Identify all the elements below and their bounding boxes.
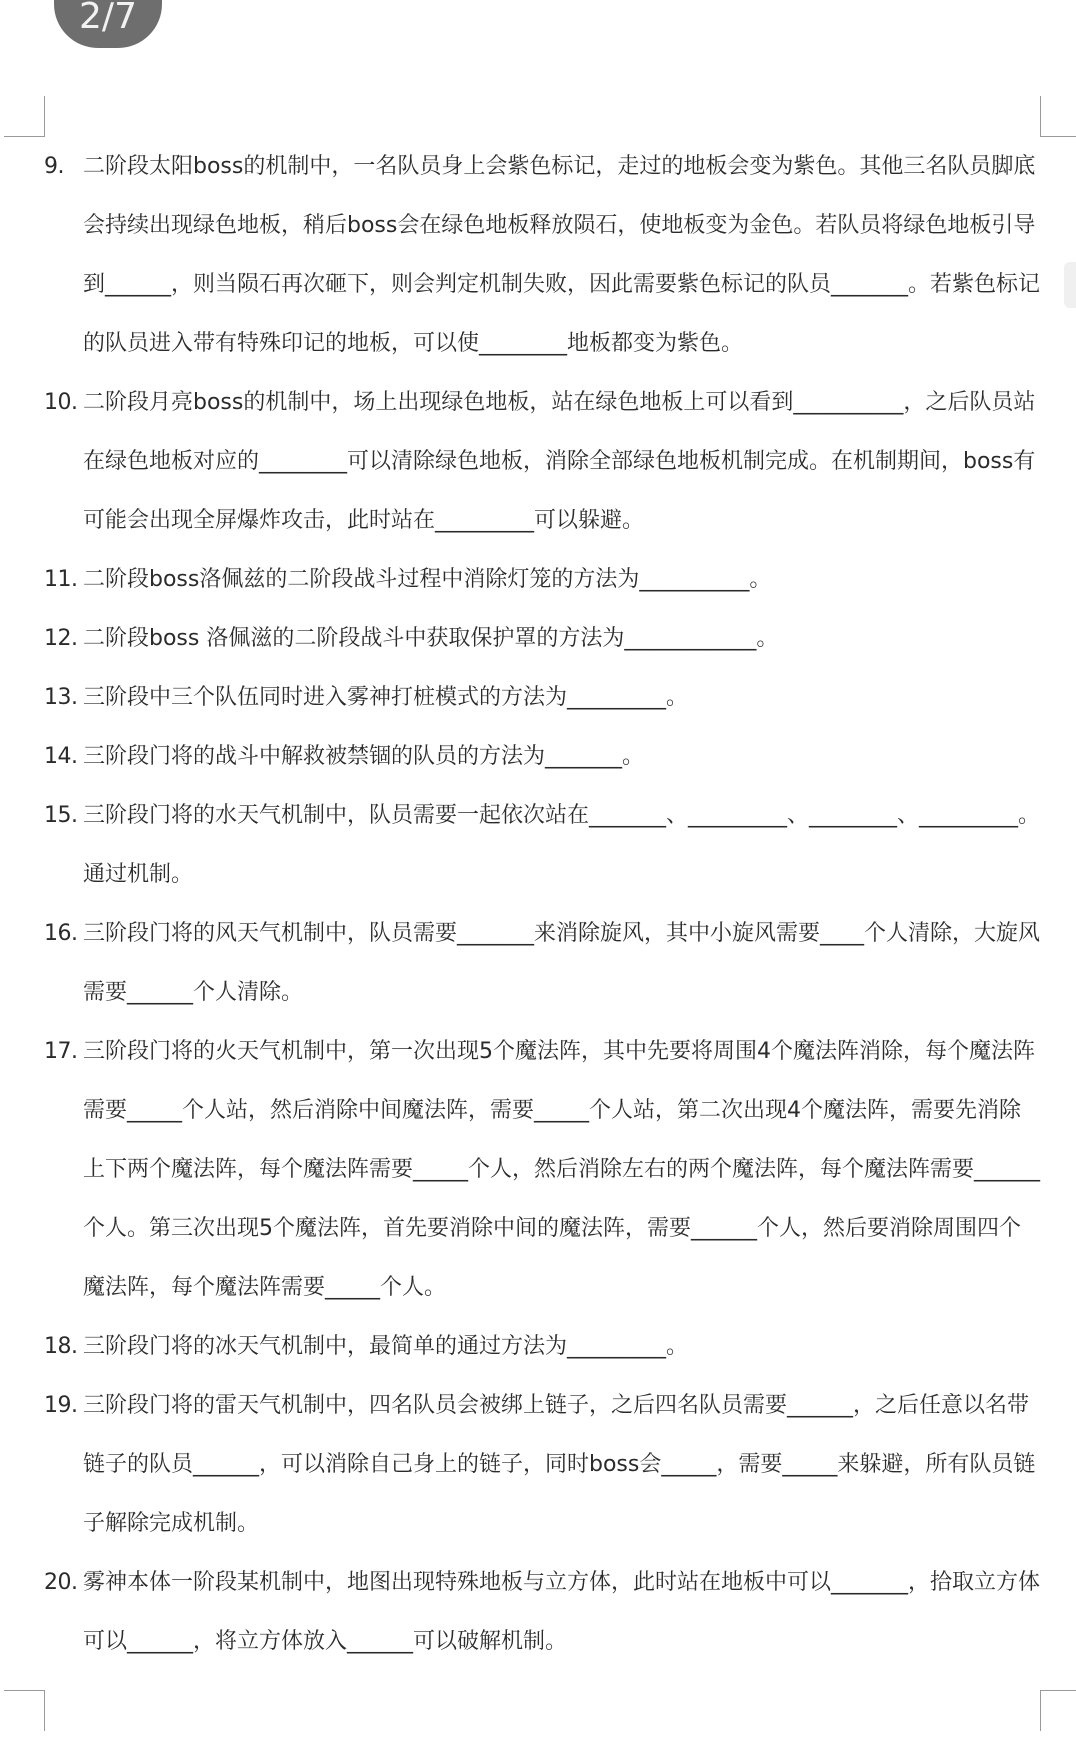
question-item (44, 550, 1042, 609)
question-item (44, 668, 1042, 727)
question-item (44, 786, 1042, 904)
question-number: 10. (44, 390, 78, 415)
crop-mark-bottom-right (1040, 1690, 1076, 1731)
page-indicator: 2/7 (54, 0, 162, 48)
question-item (44, 1022, 1042, 1317)
question-text: 三阶段门将的风天气机制中，队员需要_______来消除旋风，其中小旋风需要____个人清除，大旋风需要______个人清除。 (83, 921, 1041, 1005)
scroll-edge-handle[interactable] (1064, 262, 1076, 308)
question-item (44, 1317, 1042, 1376)
question-text: 三阶段门将的水天气机制中，队员需要一起依次站在_______、_________、________、_________。通过机制。 (83, 803, 1041, 887)
question-number: 9. (44, 154, 64, 179)
crop-mark-bottom-left (4, 1690, 45, 1731)
crop-mark-top-right (1040, 96, 1076, 137)
question-text: 三阶段门将的雷天气机制中，四名队员会被绑上链子，之后四名队员需要______，之后任意以名带链子的队员______，可以消除自己身上的链子，同时boss会_____，需要_____来躲避，所有队员链子解除完成机制。 (83, 1393, 1036, 1536)
question-text: 三阶段门将的战斗中解救被禁锢的队员的方法为_______。 (83, 744, 645, 769)
question-text: 三阶段中三个队伍同时进入雾神打桩模式的方法为_________。 (83, 685, 689, 710)
question-number: 19. (44, 1393, 78, 1418)
question-text: 三阶段门将的冰天气机制中，最简单的通过方法为_________。 (83, 1334, 689, 1359)
question-number: 17. (44, 1039, 78, 1064)
question-list (44, 137, 1042, 1671)
question-text: 三阶段门将的火天气机制中，第一次出现5个魔法阵，其中先要将周围4个魔法阵消除，每个魔法阵需要_____个人站，然后消除中间魔法阵，需要_____个人站，第二次出现4个魔法阵，需要先消除上下两个魔法阵，每个魔法阵需要_____个人，然后消除左右的两个魔法阵，每个魔法阵需要______个人。第三次出现5个魔法阵，首先要消除中间的魔法阵，需要______个人，然后要消除周围四个魔法阵，每个魔法阵需要_____个人。 (83, 1039, 1041, 1300)
question-number: 18. (44, 1334, 78, 1359)
question-number: 13. (44, 685, 78, 710)
question-text: 二阶段太阳boss的机制中，一名队员身上会紫色标记，走过的地板会变为紫色。其他三名队员脚底会持续出现绿色地板，稍后boss会在绿色地板释放陨石，使地板变为金色。若队员将绿色地板引导到______，则当陨石再次砸下，则会判定机制失败，因此需要紫色标记的队员_______。若紫色标记的队员进入带有特殊印记的地板，可以使________地板都变为紫色。 (83, 154, 1041, 356)
question-number: 14. (44, 744, 78, 769)
question-number: 11. (44, 567, 78, 592)
question-text: 雾神本体一阶段某机制中，地图出现特殊地板与立方体，此时站在地板中可以_______，拾取立方体可以______，将立方体放入______可以破解机制。 (83, 1570, 1041, 1654)
question-item (44, 373, 1042, 550)
question-item (44, 727, 1042, 786)
question-number: 15. (44, 803, 78, 828)
question-text: 二阶段月亮boss的机制中，场上出现绿色地板，站在绿色地板上可以看到__________，之后队员站在绿色地板对应的________可以清除绿色地板，消除全部绿色地板机制完成。在机制期间，boss有可能会出现全屏爆炸攻击，此时站在_________可以躲避。 (83, 390, 1036, 533)
question-item (44, 1376, 1042, 1553)
question-number: 20. (44, 1570, 78, 1595)
question-item (44, 609, 1042, 668)
question-item (44, 1553, 1042, 1671)
question-number: 16. (44, 921, 78, 946)
crop-mark-top-left (4, 96, 45, 137)
question-number: 12. (44, 626, 78, 651)
question-text: 二阶段boss 洛佩滋的二阶段战斗中获取保护罩的方法为____________。 (83, 626, 779, 651)
question-item (44, 904, 1042, 1022)
question-text: 二阶段boss洛佩兹的二阶段战斗过程中消除灯笼的方法为__________。 (83, 567, 772, 592)
question-item (44, 137, 1042, 373)
